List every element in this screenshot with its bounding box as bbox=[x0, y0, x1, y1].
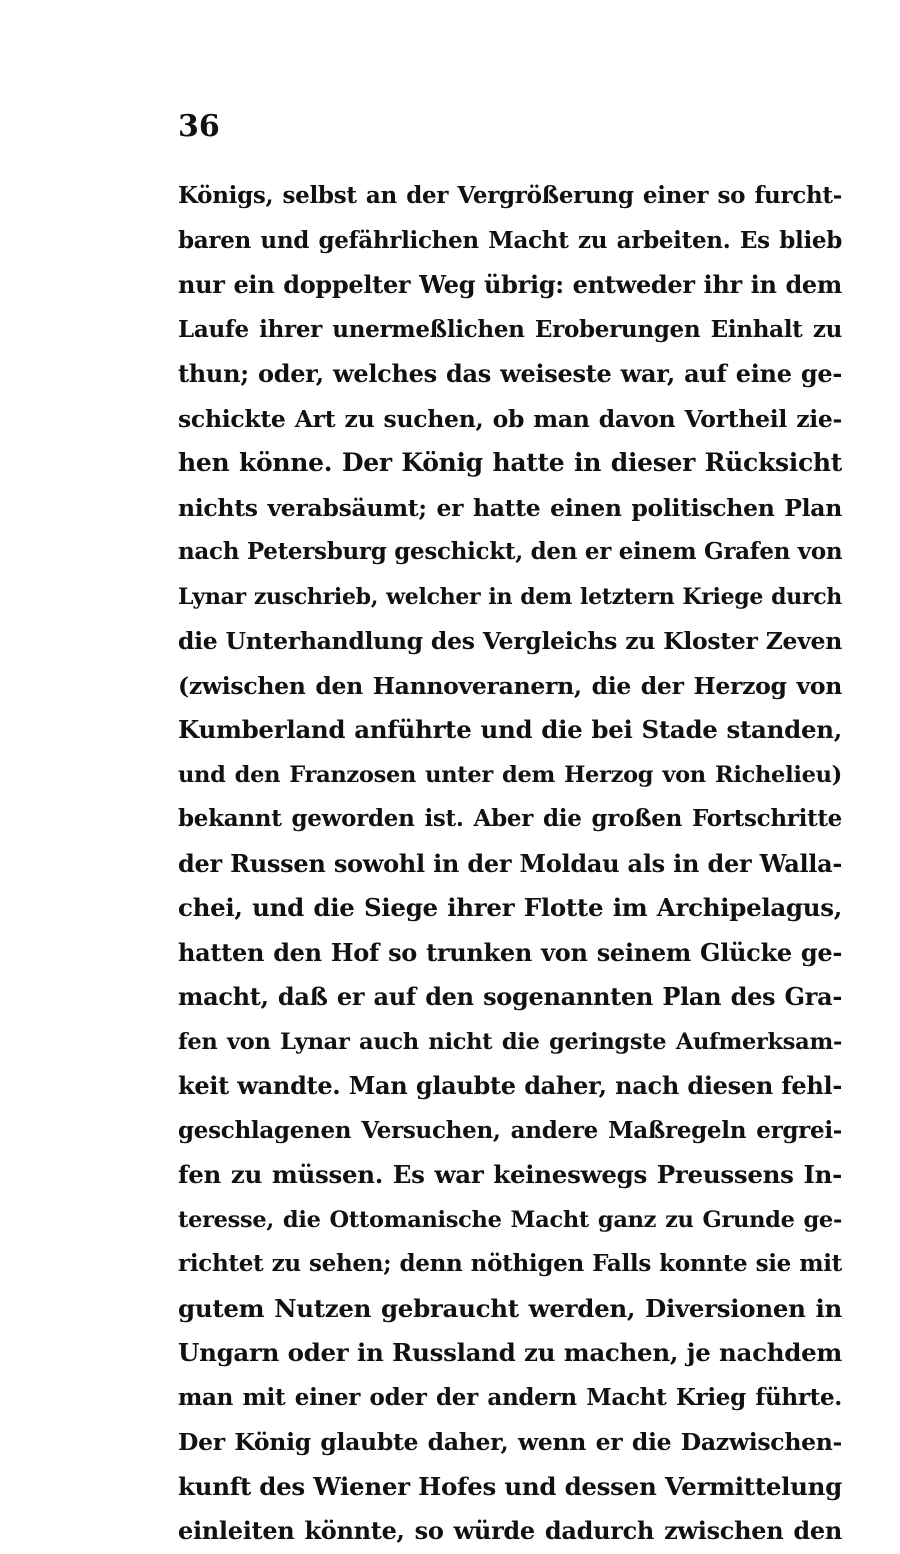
text-line: macht, daß er auf den sogenannten Plan des Gra- bbox=[178, 982, 842, 1011]
text-line: baren und gefährlichen Macht zu arbeiten. Es blieb bbox=[178, 226, 842, 254]
text-line: die Unterhandlung des Vergleichs zu Kloster Zeven bbox=[178, 627, 842, 655]
text-line: nach Petersburg geschickt, den er einem Grafen von bbox=[178, 538, 842, 565]
text-line: thun; oder, welches das weiseste war, auf eine ge- bbox=[178, 359, 842, 388]
text-line: schickte Art zu suchen, ob man davon Vortheil zie- bbox=[178, 404, 842, 433]
text-line: teresse, die Ottomanische Macht ganz zu Grunde ge- bbox=[178, 1206, 842, 1233]
page-number: 36 bbox=[178, 109, 220, 144]
text-line: der Russen sowohl in der Moldau als in der Walla- bbox=[178, 848, 842, 878]
text-line: Der König glaubte daher, wenn er die Dazwischen- bbox=[178, 1428, 842, 1456]
text-line: (zwischen den Hannoveranern, die der Herzog von bbox=[178, 671, 842, 700]
text-line: hatten den Hof so trunken von seinem Glücke ge- bbox=[178, 937, 842, 967]
text-line: fen zu müssen. Es war keineswegs Preussens In- bbox=[178, 1160, 842, 1189]
text-line: keit wandte. Man glaubte daher, nach diesen fehl- bbox=[178, 1071, 842, 1100]
text-line: Lynar zuschrieb, welcher in dem letztern Kriege durch bbox=[178, 583, 842, 610]
text-line: nichts verabsäumt; er hatte einen politischen Plan bbox=[178, 493, 842, 522]
text-line: chei, und die Siege ihrer Flotte im Archipelagus, bbox=[178, 893, 842, 922]
text-line: nur ein doppelter Weg übrig: entweder ihr in dem bbox=[178, 270, 842, 299]
text-line: Königs, selbst an der Vergrößerung einer so furcht- bbox=[178, 182, 842, 209]
text-line: Ungarn oder in Russland zu machen, je nachdem bbox=[178, 1338, 842, 1367]
text-line: Laufe ihrer unermeßlichen Eroberungen Einhalt zu bbox=[178, 315, 842, 343]
text-line: einleiten könnte, so würde dadurch zwischen den bbox=[178, 1516, 842, 1545]
text-line: geschlagenen Versuchen, andere Maßregeln ergrei- bbox=[178, 1116, 842, 1144]
text-line: gutem Nutzen gebraucht werden, Diversionen in bbox=[178, 1293, 842, 1323]
text-line: und den Franzosen unter dem Herzog von Richelieu) bbox=[178, 761, 842, 788]
text-line: bekannt geworden ist. Aber die großen Fortschritte bbox=[178, 805, 842, 832]
text-line: Kumberland anführte und die bei Stade standen, bbox=[178, 715, 842, 744]
text-line: hen könne. Der König hatte in dieser Rücksicht bbox=[178, 448, 842, 477]
text-line: man mit einer oder der andern Macht Krieg führte. bbox=[178, 1383, 842, 1411]
body-text bbox=[178, 174, 842, 1554]
text-line: richtet zu sehen; denn nöthigen Falls konnte sie mit bbox=[178, 1250, 842, 1277]
text-line: kunft des Wiener Hofes und dessen Vermittelung bbox=[178, 1471, 842, 1501]
text-line: fen von Lynar auch nicht die geringste Aufmerksam- bbox=[178, 1028, 842, 1055]
